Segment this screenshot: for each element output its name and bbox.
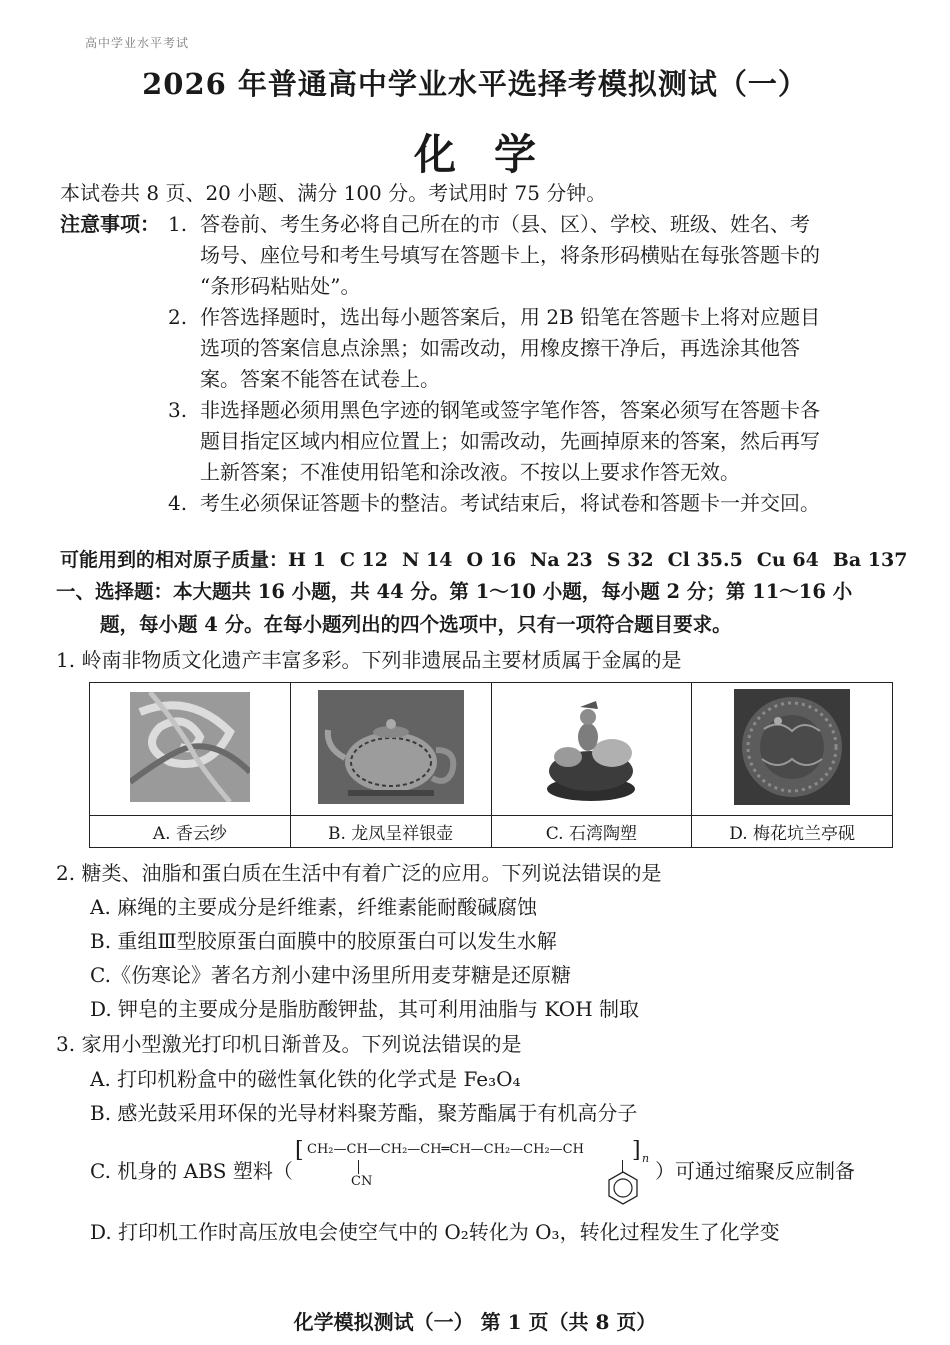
notice-label: 注意事项： [60,212,160,236]
q1-options-table [89,682,893,848]
formula-cn-group: CN [351,1174,373,1189]
q1-stem: 1. 岭南非物质文化遗产丰富多彩。下列非遗展品主要材质属于金属的是 [56,648,682,672]
notice-1-line-2: 场号、座位号和考生号填写在答题卡上，将条形码横贴在每张答题卡的 [200,243,820,267]
section1-heading-line2: 题，每小题 4 分。在每小题列出的四个选项中，只有一项符合题目要求。 [100,613,732,636]
formula-open-bracket: [ [295,1138,304,1163]
notice-2-line-1: 作答选择题时，选出每小题答案后，用 2B 铅笔在答题卡上将对应题目 [200,305,821,329]
section1-heading-line1: 一、选择题：本大题共 16 小题，共 44 分。第 1～10 小题，每小题 2 分；第 11～16 小 [56,580,853,603]
atomic-mass-o: O 16 [466,549,517,571]
atomic-mass-h: H 1 [288,549,326,571]
atomic-mass-line [60,545,907,575]
silver-teapot-image [318,690,464,804]
notice-3-line-3: 上新答案；不准使用铅笔和涂改液。不按以上要求作答无效。 [200,460,740,484]
ceramic-sculpture-image [538,687,644,807]
formula-bond-cn [358,1160,359,1174]
atomic-mass-cl: Cl 35.5 [667,549,743,571]
q2-option-b: B. 重组Ⅲ型胶原蛋白面膜中的胶原蛋白可以发生水解 [90,929,557,953]
q3-option-c-suffix: ）可通过缩聚反应制备 [655,1159,855,1183]
notice-2-line-3: 案。答案不能答在试卷上。 [200,367,440,391]
top-watermark: 高中学业水平考试 [85,36,190,50]
notice-1-line-3: “条形码粘贴处”。 [200,274,361,298]
q3-option-c-prefix: C. 机身的 ABS 塑料（ [90,1159,293,1183]
formula-chain: CH₂—CH—CH₂—CH═CH—CH₂—CH₂—CH [307,1142,584,1157]
q1-image-cell-c [491,683,692,816]
notice-3-num: 3. [168,398,188,422]
q2-stem: 2. 糖类、油脂和蛋白质在生活中有着广泛的应用。下列说法错误的是 [56,861,662,885]
exam-title: 2026 年普通高中学业水平选择考模拟测试（一） [142,67,808,101]
notice-3-line-2: 题目指定区域内相应位置上；如需改动，先画掉原来的答案，然后再写 [200,429,820,453]
abs-structural-formula [295,1138,655,1208]
notice-1-num: 1. [168,212,188,236]
q3-option-b: B. 感光鼓采用环保的光导材料聚芳酯，聚芳酯属于有机高分子 [90,1101,638,1125]
q1-option-c: C. 石湾陶塑 [491,816,692,848]
atomic-mass-n: N 14 [402,549,453,571]
q1-option-b: B. 龙凤呈祥银壶 [290,816,491,848]
q1-option-d: D. 梅花坑兰亭砚 [692,816,893,848]
atomic-mass-label: 可能用到的相对原子质量： [60,549,289,571]
q1-image-cell-d [692,683,893,816]
notice-2-num: 2. [168,305,188,329]
q2-option-d: D. 钾皂的主要成分是脂肪酸钾盐，其可利用油脂与 KOH 制取 [90,997,639,1021]
benzene-ring-icon [605,1170,641,1206]
notice-3-line-1: 非选择题必须用黑色字迹的钢笔或签字笔作答，答案必须写在答题卡各 [200,398,820,422]
q1-image-cell-a [90,683,291,816]
q1-image-cell-b [290,683,491,816]
notice-4-line-1: 考生必须保证答题卡的整洁。考试结束后，将试卷和答题卡一并交回。 [200,491,820,515]
q2-option-c: C.《伤寒论》著名方剂小建中汤里所用麦芽糖是还原糖 [90,963,571,987]
notice-1-line-1: 答卷前、考生务必将自己所在的市（县、区）、学校、班级、姓名、考 [200,212,810,236]
inkstone-image [734,689,850,805]
atomic-mass-s: S 32 [606,549,654,571]
q3-stem: 3. 家用小型激光打印机日渐普及。下列说法错误的是 [56,1032,522,1056]
q1-option-a: A. 香云纱 [90,816,291,848]
atomic-mass-c: C 12 [339,549,388,571]
formula-close-bracket: ] [632,1138,641,1163]
notice-4-num: 4. [168,491,188,515]
atomic-mass-ba: Ba 137 [832,549,908,571]
formula-n: n [642,1152,650,1165]
q3-option-d: D. 打印机工作时高压放电会使空气中的 O₂转化为 O₃，转化过程发生了化学变 [90,1220,780,1244]
atomic-mass-cu: Cu 64 [756,549,819,571]
notice-2-line-2: 选项的答案信息点涂黑；如需改动，用橡皮擦干净后，再选涂其他答 [200,336,800,360]
page-footer: 化学模拟测试（一） 第 1 页（共 8 页） [293,1310,657,1334]
q2-option-a: A. 麻绳的主要成分是纤维素，纤维素能耐酸碱腐蚀 [90,895,538,919]
atomic-mass-na: Na 23 [530,549,593,571]
exam-intro: 本试卷共 8 页、20 小题、满分 100 分。考试用时 75 分钟。 [60,181,607,205]
q3-option-a: A. 打印机粉盒中的磁性氧化铁的化学式是 Fe₃O₄ [90,1067,521,1091]
subject-title: 化学 [413,130,574,179]
silk-fabric-image [130,692,250,802]
